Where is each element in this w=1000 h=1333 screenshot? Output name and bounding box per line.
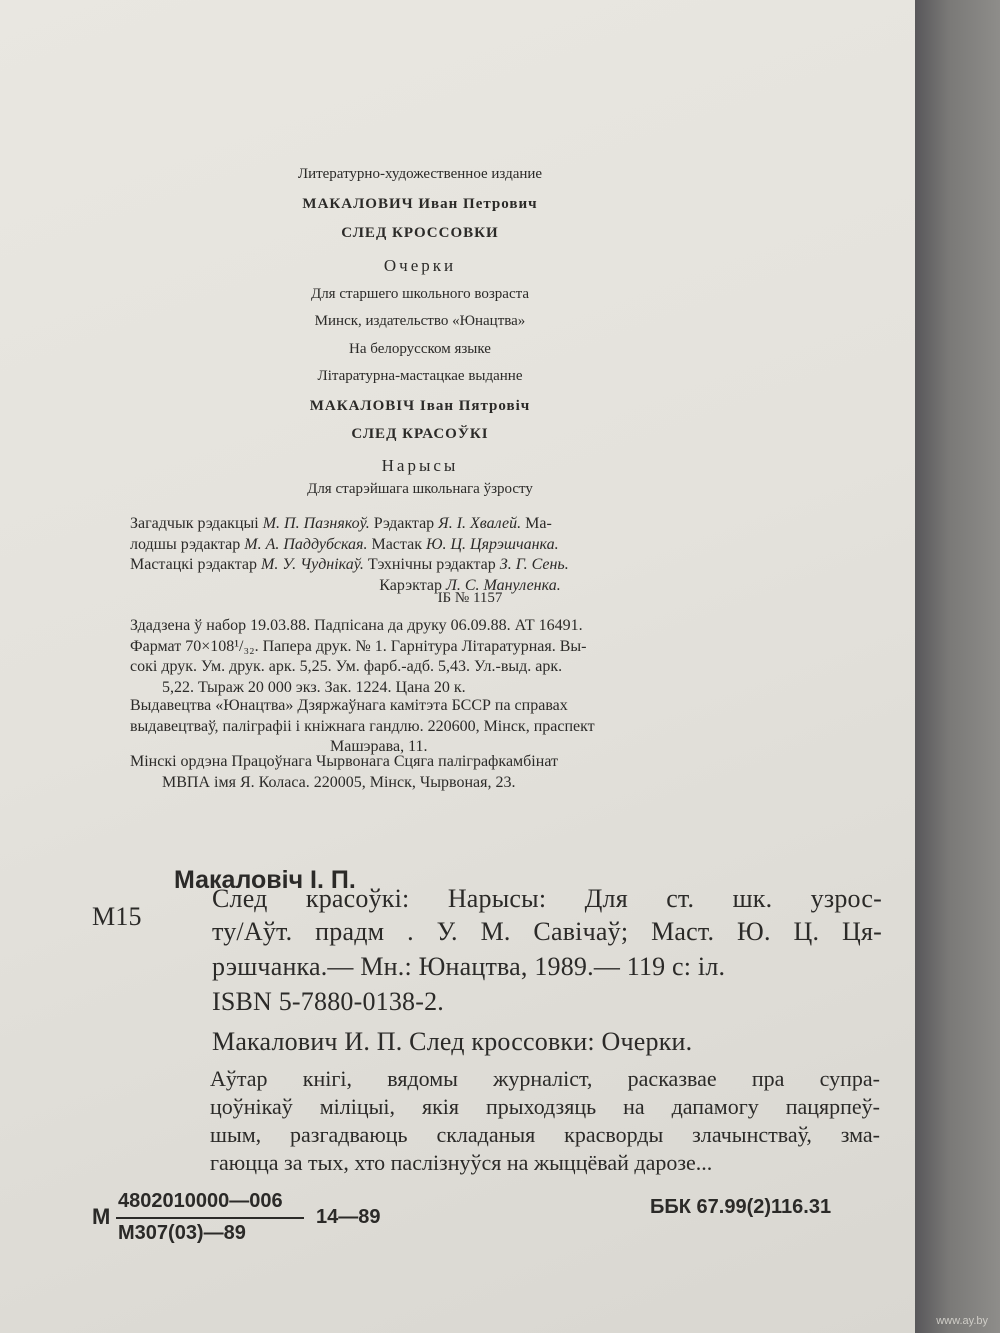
printing-line: 5,22. Тыраж 20 000 экз. Зак. 1224. Цана 20 к. [162, 678, 466, 696]
catalog-author: Макаловіч І. П. [174, 866, 356, 894]
by-author: МАКАЛОВІЧ Іван Пятровіч [309, 398, 531, 414]
ru-audience: Для старшего школьного возраста [310, 286, 530, 302]
ru-genre: Очерки [383, 256, 457, 275]
catalog-abstract [210, 1065, 880, 1177]
printing-block [130, 616, 810, 698]
footer-code: 14—89 [316, 1206, 381, 1228]
by-audience: Для старэйшага школьнага ўзросту [307, 481, 533, 497]
ru-language: На белорусском языке [349, 341, 491, 357]
publisher-line: Выдавецтва «Юнацтва» Дзяржаўнага камітэта БССР па справах [130, 697, 568, 714]
footer-numerator: 4802010000—006 [118, 1190, 283, 1212]
credits-line: Карэктар Л. С. Мануленка. [379, 576, 561, 594]
credits-block [130, 514, 810, 596]
catalog-line: рэшчанка.— Мн.: Юнацтва, 1989.— 119 с: іл. [212, 952, 726, 981]
footer-denominator: М307(03)—89 [118, 1222, 246, 1244]
catalog-isbn: ISBN 5-7880-0138-2. [212, 987, 445, 1016]
printing-line: Здадзена ў набор 19.03.88. Падпісана да друку 06.09.88. АТ 16491. [130, 617, 583, 634]
ru-author: МАКАЛОВИЧ Иван Петрович [302, 196, 538, 212]
credits-line: Загадчык рэдакцыі М. П. Пазнякоў. Рэдактар Я. І. Хвалей. Ма- [130, 515, 552, 532]
footer-m: М [92, 1204, 111, 1229]
footer-bbk: ББК 67.99(2)116.31 [650, 1196, 832, 1218]
publisher-line: Машэрава, 11. [330, 738, 428, 755]
abstract-line: цоўнікаў міліцыі, якія прыходзяць на дапамогу пацярпеў- [210, 1094, 880, 1119]
publisher-line: выдавецтваў, паліграфіі і кніжнага гандлю. 220600, Мінск, праспект [130, 717, 595, 735]
ru-publisher: Минск, издательство «Юнацтва» [314, 313, 526, 329]
credits-line: лодшы рэдактар М. А. Паддубская. Мастак Ю. Ц. Цярэшчанка. [130, 535, 559, 553]
printing-line: Фармат 70×108¹/₃₂. Папера друк. № 1. Гарнітура Літаратурная. Вы- [130, 637, 587, 655]
catalog-line: След красоўкі: Нарысы: Для ст. шк. узрос- [212, 884, 882, 913]
catalog-ru-title: Макалович И. П. След кроссовки: Очерки. [212, 1027, 693, 1056]
by-genre: Нарысы [381, 456, 459, 475]
printing-line: сокі друк. Ум. друк. арк. 5,25. Ум. фарб.-адб. 5,43. Ул.-выд. арк. [130, 658, 563, 675]
ru-edition-type: Литературно-художественное издание [297, 166, 543, 182]
watermark: www.ay.by [936, 1315, 988, 1327]
publisher-block [130, 696, 810, 758]
fraction-line [116, 1217, 304, 1219]
printer-block [130, 752, 810, 793]
ru-title: СЛЕД КРОССОВКИ [341, 225, 499, 241]
ib-number: ІБ № 1157 [437, 590, 503, 606]
abstract-line: гаюцца за тых, хто паслізнуўся на жыццёвай дарозе... [210, 1150, 713, 1175]
catalog-line: ту/Аўт. прадм . У. М. Савічаў; Маст. Ю. Ц. Ця- [212, 917, 882, 946]
page-edge-shadow [915, 0, 1000, 1333]
printer-line: МВПА імя Я. Коласа. 220005, Мінск, Чырвоная, 23. [162, 773, 516, 791]
by-title: СЛЕД КРАСОЎКІ [351, 426, 489, 442]
printer-line: Мінскі ордэна Працоўнага Чырвонага Сцяга паліграфкамбінат [130, 753, 558, 770]
credits-line: Мастацкі рэдактар М. У. Чуднікаў. Тэхнічны рэдактар З. Г. Сень. [130, 556, 569, 573]
abstract-line: шым, разгадваюць складаныя красворды злачынстваў, зма- [210, 1122, 880, 1147]
abstract-line: Аўтар кнігі, вядомы журналіст, расказвае пра супра- [210, 1066, 880, 1091]
by-edition-type: Літаратурна-мастацкае выданне [317, 368, 523, 384]
catalog-index: М15 [92, 902, 142, 931]
